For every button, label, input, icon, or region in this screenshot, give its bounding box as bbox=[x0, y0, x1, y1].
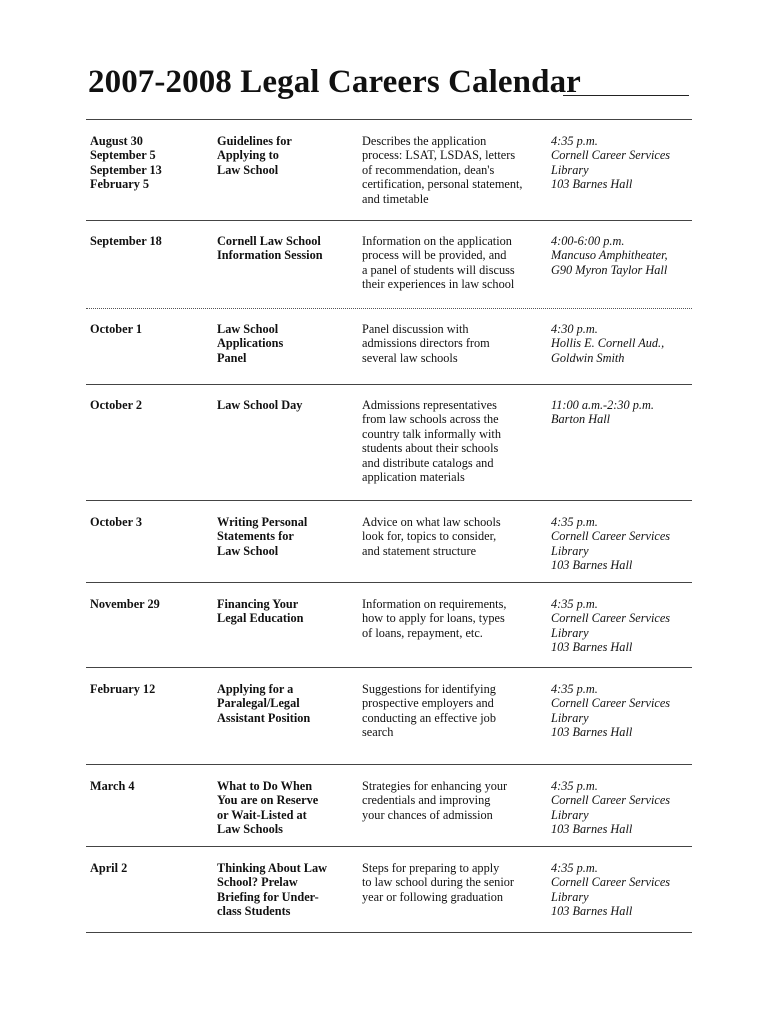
event-topic: Guidelines for Applying to Law School bbox=[217, 134, 292, 177]
event-time-location: 4:35 p.m. Cornell Career Services Library 103 Barnes Hall bbox=[551, 134, 671, 192]
event-description: Information on requirements, how to apply for loans, types of loans, repayment, etc. bbox=[362, 597, 507, 640]
event-dates: October 3 bbox=[90, 515, 143, 529]
title-underline bbox=[563, 95, 689, 96]
divider bbox=[86, 846, 692, 847]
event-time-location: 11:00 a.m.-2:30 p.m. Barton Hall bbox=[551, 398, 654, 427]
divider bbox=[86, 582, 692, 583]
event-topic: Law School Day bbox=[217, 398, 303, 412]
page-title: 2007-2008 Legal Careers Calendar bbox=[88, 64, 581, 100]
event-time-location: 4:35 p.m. Cornell Career Services Library 103 Barnes Hall bbox=[551, 682, 671, 740]
divider bbox=[86, 384, 692, 385]
event-dates: August 30 September 5 September 13 February 5 bbox=[90, 134, 162, 192]
divider bbox=[86, 932, 692, 933]
event-description: Admissions representatives from law schools across the country talk informally with students about their schools and distribute catalogs and application materials bbox=[362, 398, 501, 485]
event-description: Suggestions for identifying prospective employers and conducting an effective job search bbox=[362, 682, 496, 740]
event-topic: Cornell Law School Information Session bbox=[217, 234, 323, 263]
event-description: Advice on what law schools look for, topics to consider, and statement structure bbox=[362, 515, 501, 558]
divider bbox=[86, 119, 692, 120]
event-dates: October 1 bbox=[90, 322, 143, 336]
event-topic: What to Do When You are on Reserve or Wait-Listed at Law Schools bbox=[217, 779, 319, 837]
event-dates: September 18 bbox=[90, 234, 162, 248]
event-description: Describes the application process: LSAT, LSDAS, letters of recommendation, dean's certification, personal statement, and timetable bbox=[362, 134, 523, 206]
event-dates: October 2 bbox=[90, 398, 143, 412]
event-time-location: 4:35 p.m. Cornell Career Services Library 103 Barnes Hall bbox=[551, 861, 671, 919]
divider bbox=[86, 667, 692, 668]
divider bbox=[86, 764, 692, 765]
divider bbox=[86, 500, 692, 501]
divider bbox=[86, 308, 692, 309]
event-topic: Applying for a Paralegal/Legal Assistant Position bbox=[217, 682, 311, 725]
event-time-location: 4:35 p.m. Cornell Career Services Library 103 Barnes Hall bbox=[551, 779, 671, 837]
event-topic: Thinking About Law School? Prelaw Briefing for Under- class Students bbox=[217, 861, 328, 919]
event-dates: November 29 bbox=[90, 597, 160, 611]
event-dates: February 12 bbox=[90, 682, 156, 696]
event-description: Strategies for enhancing your credentials and improving your chances of admission bbox=[362, 779, 508, 822]
event-topic: Financing Your Legal Education bbox=[217, 597, 304, 626]
event-description: Panel discussion with admissions directors from several law schools bbox=[362, 322, 490, 365]
event-time-location: 4:35 p.m. Cornell Career Services Library 103 Barnes Hall bbox=[551, 597, 671, 655]
event-topic: Writing Personal Statements for Law School bbox=[217, 515, 308, 558]
event-time-location: 4:30 p.m. Hollis E. Cornell Aud., Goldwin Smith bbox=[551, 322, 665, 365]
event-description: Steps for preparing to apply to law school during the senior year or following graduation bbox=[362, 861, 514, 904]
event-dates: March 4 bbox=[90, 779, 135, 793]
event-description: Information on the application process will be provided, and a panel of students will discuss their experiences in law school bbox=[362, 234, 515, 292]
event-dates: April 2 bbox=[90, 861, 128, 875]
divider bbox=[86, 220, 692, 221]
event-topic: Law School Applications Panel bbox=[217, 322, 284, 365]
event-time-location: 4:35 p.m. Cornell Career Services Library 103 Barnes Hall bbox=[551, 515, 671, 573]
event-time-location: 4:00-6:00 p.m. Mancuso Amphitheater, G90 Myron Taylor Hall bbox=[551, 234, 668, 277]
